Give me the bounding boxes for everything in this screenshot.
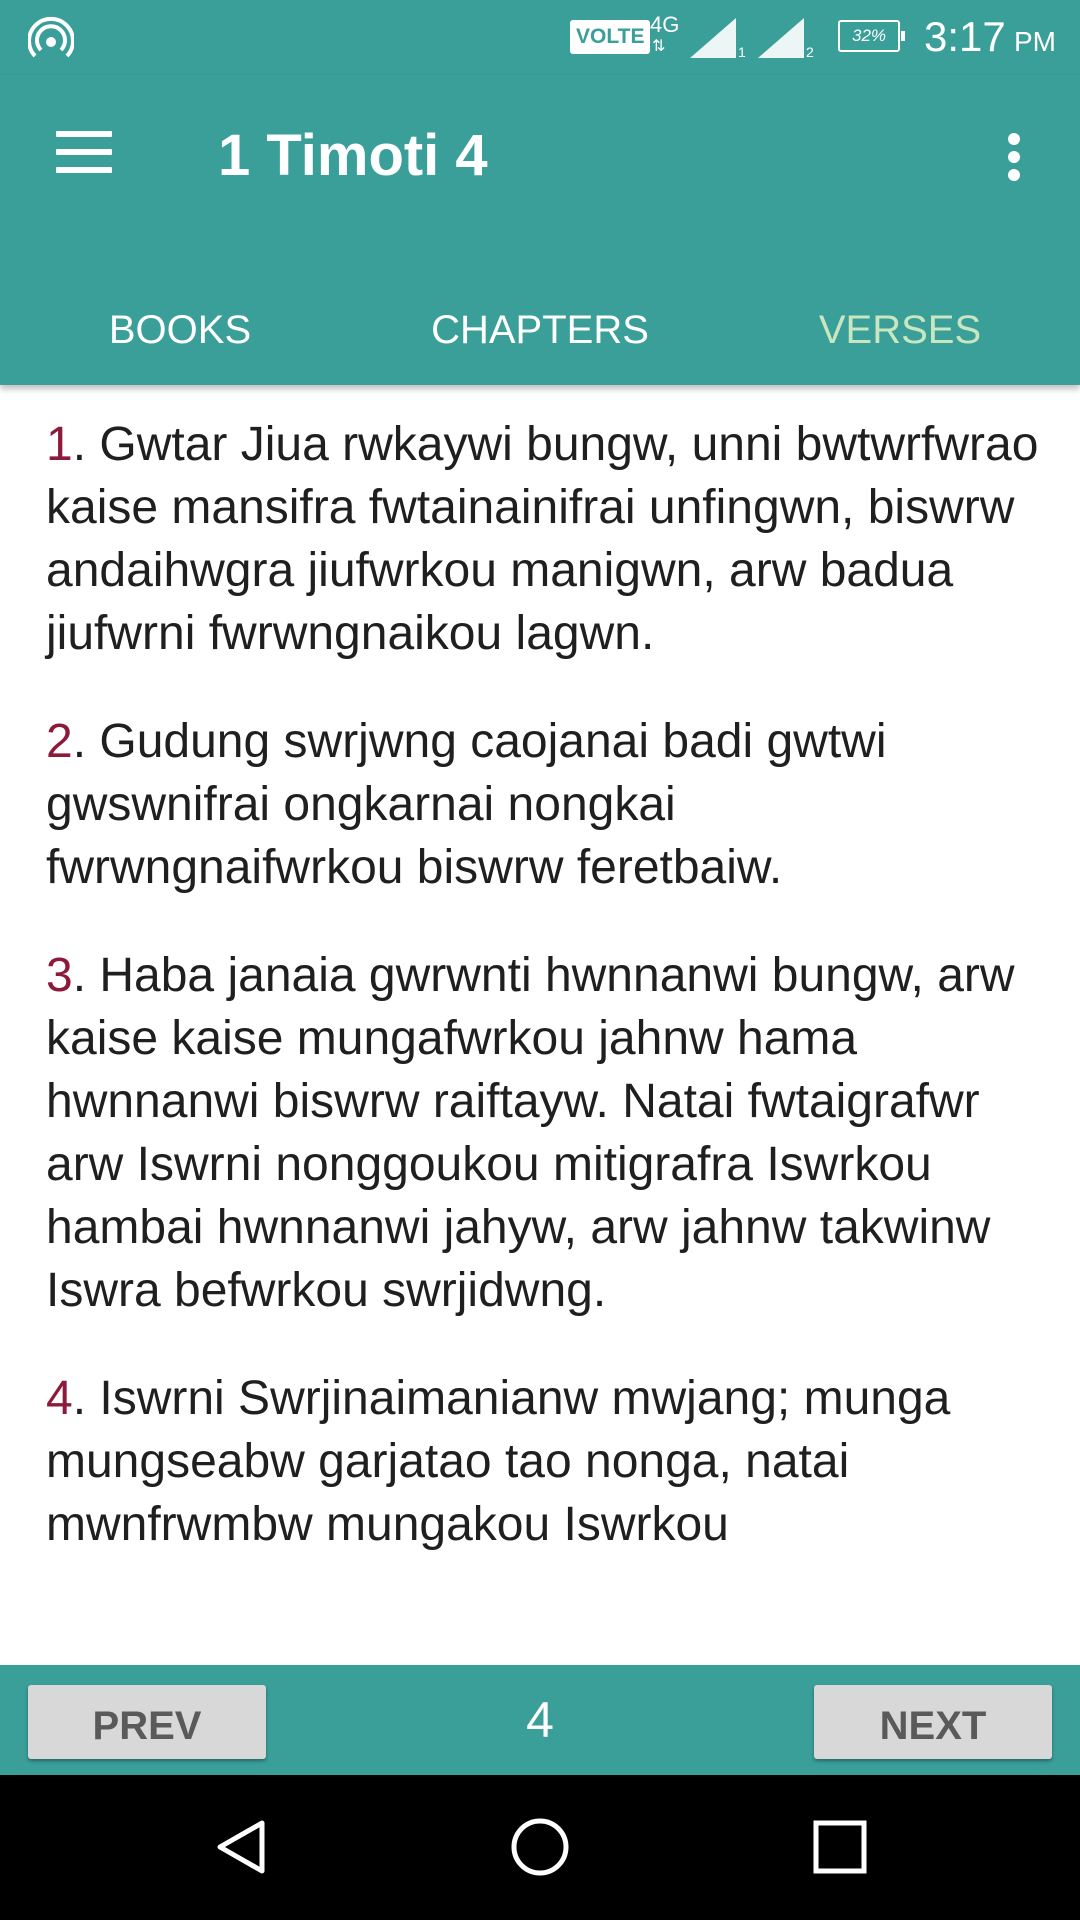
overflow-menu-button[interactable] (994, 129, 1034, 185)
verse-item[interactable] (46, 1367, 1044, 1556)
system-nav-bar (0, 1775, 1080, 1920)
clock-ampm: PM (1014, 26, 1056, 57)
verse-text: . Haba janaia gwrwnti hwnnanwi bungw, arw kaise kaise mungafwrkou jahnw hama hwnnanwi biswrw raiftayw. Natai fwtaigrafwr arw Iswrni nonggoukou mitigrafra Iswrkou hambai hwnnanwi jahyw, arw jahnw takwinw Iswra befwrkou swrjidwng. (46, 949, 1015, 1317)
chapter-nav (0, 1665, 1080, 1775)
hotspot-icon (28, 16, 74, 62)
verse-text: . Gwtar Jiua rwkaywi bungw, unni bwtwrfwrao kaise mansifra fwtainainifrai unfingwn, biswrw andaihwgra jiufwrkou manigwn, arw badua jiufwrni fwrwngnaikou lagwn. (46, 418, 1039, 660)
hamburger-menu-icon (56, 167, 112, 173)
home-icon[interactable] (508, 1815, 572, 1879)
menu-button[interactable] (48, 127, 120, 181)
verse-number: 3 (46, 949, 73, 1002)
verse-number: 2 (46, 715, 73, 768)
chapter-number: 4 (526, 1692, 554, 1748)
sim2-label: 2 (806, 44, 814, 60)
signal-icon (690, 18, 736, 58)
battery-level: 32% (851, 26, 887, 45)
recents-icon[interactable] (808, 1815, 872, 1879)
verse-item[interactable] (46, 944, 1044, 1322)
verse-number: 1 (46, 418, 73, 471)
app-bar (0, 75, 1080, 385)
clock: 3:17 (924, 13, 1006, 60)
verse-text: . Gudung swrjwng caojanai badi gwtwi gwswnifrai ongkarnai nongkai fwrwngnaifwrkou biswrw feretbaiw. (46, 715, 887, 894)
hamburger-menu-icon (56, 149, 112, 155)
volte-badge: VOLTE (570, 20, 650, 54)
verse-item[interactable] (46, 710, 1044, 899)
more-vert-icon (1008, 133, 1020, 145)
tab-bar (0, 275, 1080, 385)
tab-chapters[interactable]: CHAPTERS (431, 308, 649, 352)
tab-verses[interactable]: VERSES (818, 308, 982, 352)
verse-number: 4 (46, 1372, 73, 1425)
sim1-label: 1 (738, 44, 746, 60)
page-title: 1 Timoti 4 (218, 123, 488, 188)
signal-icon (758, 18, 804, 58)
network-type: 4G (650, 12, 680, 37)
next-button[interactable]: NEXT (814, 1685, 1052, 1759)
verse-text: . Iswrni Swrjinaimanianw mwjang; munga mungseabw garjatao tao nonga, natai mwnfrwmbw mungakou Iswrkou (46, 1372, 951, 1551)
battery-icon (838, 20, 900, 52)
hamburger-menu-icon (56, 131, 112, 137)
prev-button[interactable]: PREV (28, 1685, 266, 1759)
back-icon[interactable] (210, 1815, 274, 1879)
tab-books[interactable]: BOOKS (108, 308, 252, 352)
verse-list[interactable] (0, 385, 1080, 1665)
data-arrows-icon: ⇅ (652, 38, 666, 55)
more-vert-icon (1008, 169, 1020, 181)
status-bar (0, 0, 1080, 75)
verse-item[interactable] (46, 413, 1044, 665)
more-vert-icon (1008, 151, 1020, 163)
